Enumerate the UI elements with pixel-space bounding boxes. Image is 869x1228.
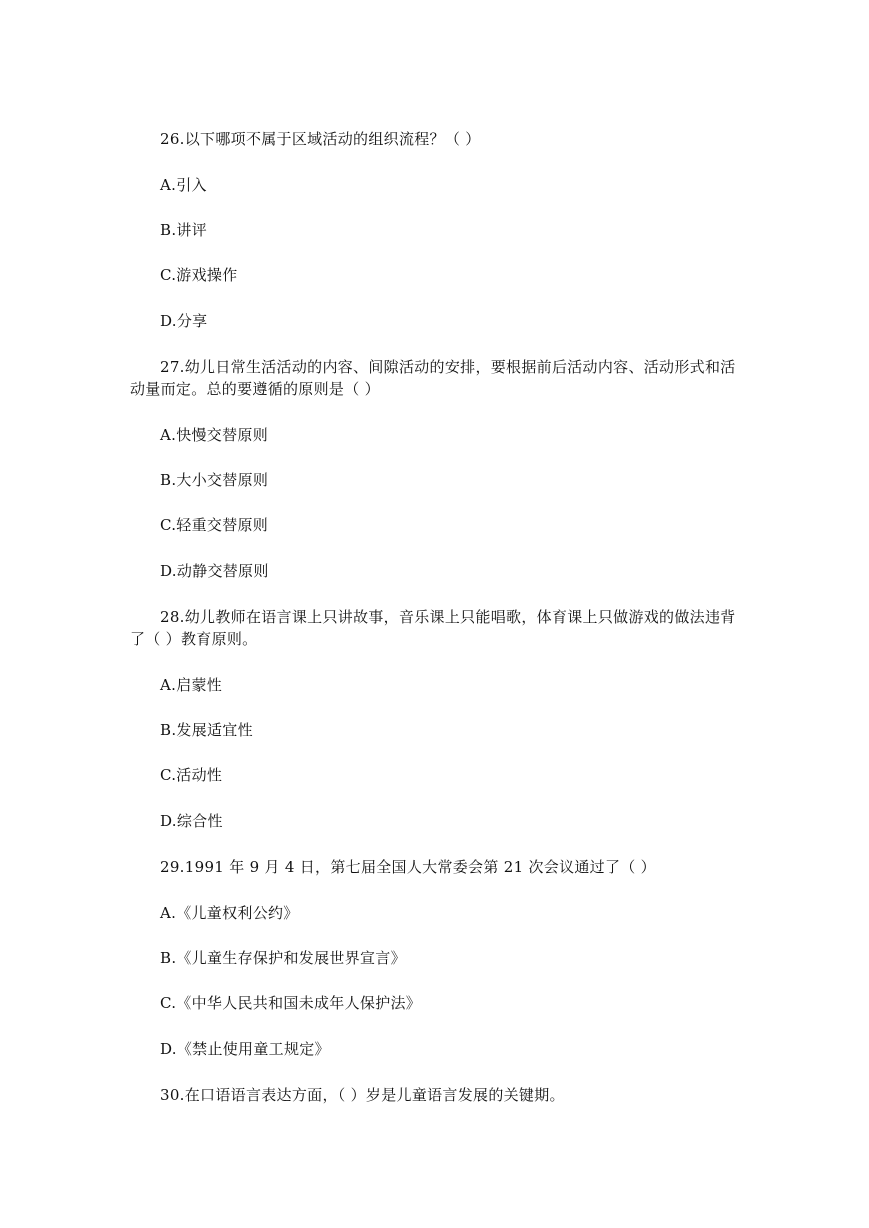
question-26-option-d: D.分享 (160, 312, 208, 330)
question-28-option-b: B.发展适宜性 (160, 721, 253, 739)
question-27-option-d: D.动静交替原则 (160, 562, 269, 580)
question-28-option-d: D.综合性 (160, 812, 223, 830)
question-28-stem-line-2: 了（ ）教育原则。 (130, 630, 258, 648)
question-29-option-c: C.《中华人民共和国未成年人保护法》 (160, 994, 422, 1012)
question-27-option-b: B.大小交替原则 (160, 471, 269, 489)
question-29-option-b: B.《儿童生存保护和发展世界宣言》 (160, 949, 406, 967)
question-29-option-a: A.《儿童权利公约》 (160, 904, 299, 922)
question-28-option-a: A.启蒙性 (160, 676, 223, 694)
question-29-option-d: D.《禁止使用童工规定》 (160, 1040, 330, 1058)
question-27-option-c: C.轻重交替原则 (160, 516, 269, 534)
question-26-option-a: A.引入 (160, 176, 207, 194)
question-26-stem: 26.以下哪项不属于区域活动的组织流程？（ ） (160, 130, 481, 148)
question-27-stem-line-2: 动量而定。总的要遵循的原则是（ ） (130, 380, 380, 398)
question-26-option-c: C.游戏操作 (160, 266, 238, 284)
question-26-option-b: B.讲评 (160, 221, 207, 239)
question-29-stem: 29.1991 年 9 月 4 日，第七届全国人大常委会第 21 次会议通过了（ ） (160, 858, 656, 876)
question-28-option-c: C.活动性 (160, 766, 223, 784)
question-30-stem: 30.在口语语言表达方面，（ ）岁是儿童语言发展的关键期。 (160, 1086, 565, 1104)
question-27-option-a: A.快慢交替原则 (160, 426, 269, 444)
question-27-stem-line-1: 27.幼儿日常生活活动的内容、间隙活动的安排，要根据前后活动内容、活动形式和活 (160, 358, 736, 376)
question-28-stem-line-1: 28.幼儿教师在语言课上只讲故事，音乐课上只能唱歌，体育课上只做游戏的做法违背 (160, 608, 736, 626)
